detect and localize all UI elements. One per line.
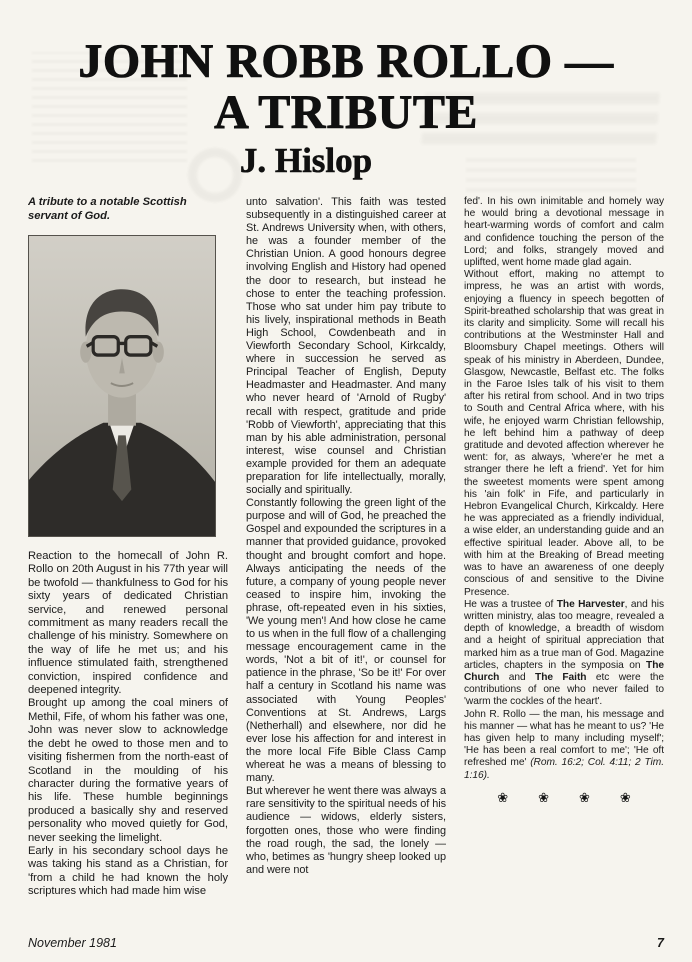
body-paragraph: Without effort, making no attempt to impress, he was an artist with words, enjoying a fluency in speech begotten of Spirit-breathed scholarship that was great in its clarity and simplicity. Some will recall his contributions at the Westminster Hall and Bloomsbury Chapel meetings. Others will speak of his ministry in Aberdeen, Dundee, Glasgow, Newcastle, Belfast etc. The folks in the Faroe Isles talk of his visit to them after his retiral from school. And in two trips to South and Central Africa where, with his wife, he enjoyed warm Christian fellowship, he left behind him a pathway of deep gratitude and devoted affection wherever he went: for, as always, 'where'er he met a stranger there he left a friend'. Yet for him the sweetest moments were spent among his 'ain folk' in Fife, and particularly in Hebron Evangelical Church, Kirkcaldy. Here he was appreciated as a friendly individual, a wise elder, an understanding guide and an effective spiritual leader. Above all, to be with him at the Breaking of Bread meeting was to have an awareness of one deeply conscious of and sensitive to the Divine Presence. (464, 269, 664, 598)
article-byline: J. Hislop (239, 141, 373, 180)
article-body (0, 196, 692, 934)
body-paragraph: Brought up among the coal miners of Methil, Fife, of whom his father was one, John was never slow to acknowledge the debt he owed to those men and to visiting fishermen from the north-east of Scotland in the moulding of his character during the formative years of his life. These humble beginnings produced a basically shy and reserved personality who moved quietly for God, never seeking the limelight. (28, 697, 228, 844)
page-number: 7 (657, 936, 664, 950)
column-middle (246, 196, 446, 934)
article-title-line2: A TRIBUTE (214, 86, 478, 139)
floral-ornament-icon: ❀ (619, 789, 631, 805)
body-paragraph: Constantly following the green light of the purpose and will of God, he preached the Gospel and expounded the scriptures in a manner that provided guidance, provoked thought and brought comfort and hope. Always anticipating the needs of the future, a company of young people never ceased to inspire him, invoking the phrase, oft-repeated even in his sixties, 'We young men'! And how close he came to us when in the full flow of a challenging message encouragement came in the words, 'Not a bit of it!', or counsel for patience in the phrase, 'So be it!' For over half a century in Scotland his name was associated with Young Peoples' Conventions at St. Andrews, Largs (Netherhall) and elsewhere, nor did he ever lose his affection for and interest in the more local Fife Bible Class Camp whereat he was a means of blessing to many. (246, 497, 446, 785)
floral-ornament-icon: ❀ (579, 789, 590, 805)
column-left (28, 196, 228, 934)
paragraph-text: etc were the contributions of one who never failed to 'warm the cockles of the heart'. (464, 671, 664, 708)
page-footer (28, 936, 664, 950)
body-paragraph (464, 599, 664, 709)
portrait-illustration (29, 236, 215, 536)
article-title-line1: JOHN ROBB ROLLO — (78, 35, 614, 88)
body-paragraph: unto salvation'. This faith was tested subsequently in a distinguished career at St. Andrews University when, with others, he was a founder member of the Christian Union. A good honours degree involving English and History had opened the door to research, but instead he chose to enter the teaching profession. Those who sat under him pay tribute to his lively, inspirational methods in Beath High School, Cowdenbeath and in Viewforth Secondary School, Kirkcaldy, where in succession he served as Principal Teacher of English, Deputy Headmaster and Headmaster. And many who never heard of 'Arnold of Rugby' recall with respect, gratitude and pride 'Robb of Viewforth', appreciating that this man by his able administration, personal interest, wise counsel and Christian example provided for them an adequate preparation for life intellectually, morally, socially and spiritually. (246, 196, 446, 497)
body-paragraph: Reaction to the homecall of John R. Rollo on 20th August in his 77th year will be twofold — thankfulness to God for his sixty years of dedicated Christian service, and renewed personal commitment as many readers recall the challenge of his ministry. Somewhere on the way of life he met us; and his influence stimulated faith, strengthened conviction, inspired confidence and deepened integrity. (28, 550, 228, 697)
issue-date: November 1981 (28, 936, 117, 950)
book-title: The Faith (535, 671, 587, 683)
body-paragraph: Early in his secondary school days he was taking his stand as a Christian, for 'from a child he had known the holy scriptures which had made him wise (28, 844, 228, 898)
floral-ornament-icon: ❀ (497, 789, 509, 805)
paragraph-text: , and his written ministry, alas too meagre, revealed a depth of knowledge, a breadth of wisdom and a height of spiritual appreciation that marked him as a true man of God. Magazine articles, chapters in the symposia on (464, 598, 664, 671)
portrait-photo (28, 235, 216, 537)
paragraph-text: He was a trustee of (464, 598, 557, 610)
intro-caption: A tribute to a notable Scottish servant of God. (28, 196, 187, 222)
book-title: The Church (464, 659, 664, 683)
body-paragraph: fed'. In his own inimitable and homely way he would bring a devotional message in heart-warming words of comfort and calm and confidence touching the person of the Lord; and folks, strangely moved and uplifted, went home made glad again. (464, 196, 664, 269)
ornament-row (464, 790, 664, 806)
paragraph-text: and (499, 671, 536, 683)
body-paragraph: But wherever he went there was always a rare sensitivity to the spiritual needs of his audience — widows, elderly sisters, forgotten ones, those who were finding the road rough, the sad, the lonely — who, betimes as 'hungry sheep looked up and were not (246, 785, 446, 876)
scripture-references: (Rom. 16:2; Col. 4:11; 2 Tim. 1:16). (464, 757, 664, 781)
column-right (464, 196, 664, 934)
body-paragraph (464, 709, 664, 782)
floral-ornament-icon: ❀ (538, 789, 549, 805)
article-header (0, 0, 692, 180)
paragraph-text: John R. Rollo — the man, his message and his manner — what has he meant to us? 'He has given help to many including myself'; 'He has been a real comfort to me'; 'He oft refreshed me' (464, 708, 664, 769)
magazine-name: The Harvester (556, 598, 625, 610)
article-title (0, 36, 692, 138)
